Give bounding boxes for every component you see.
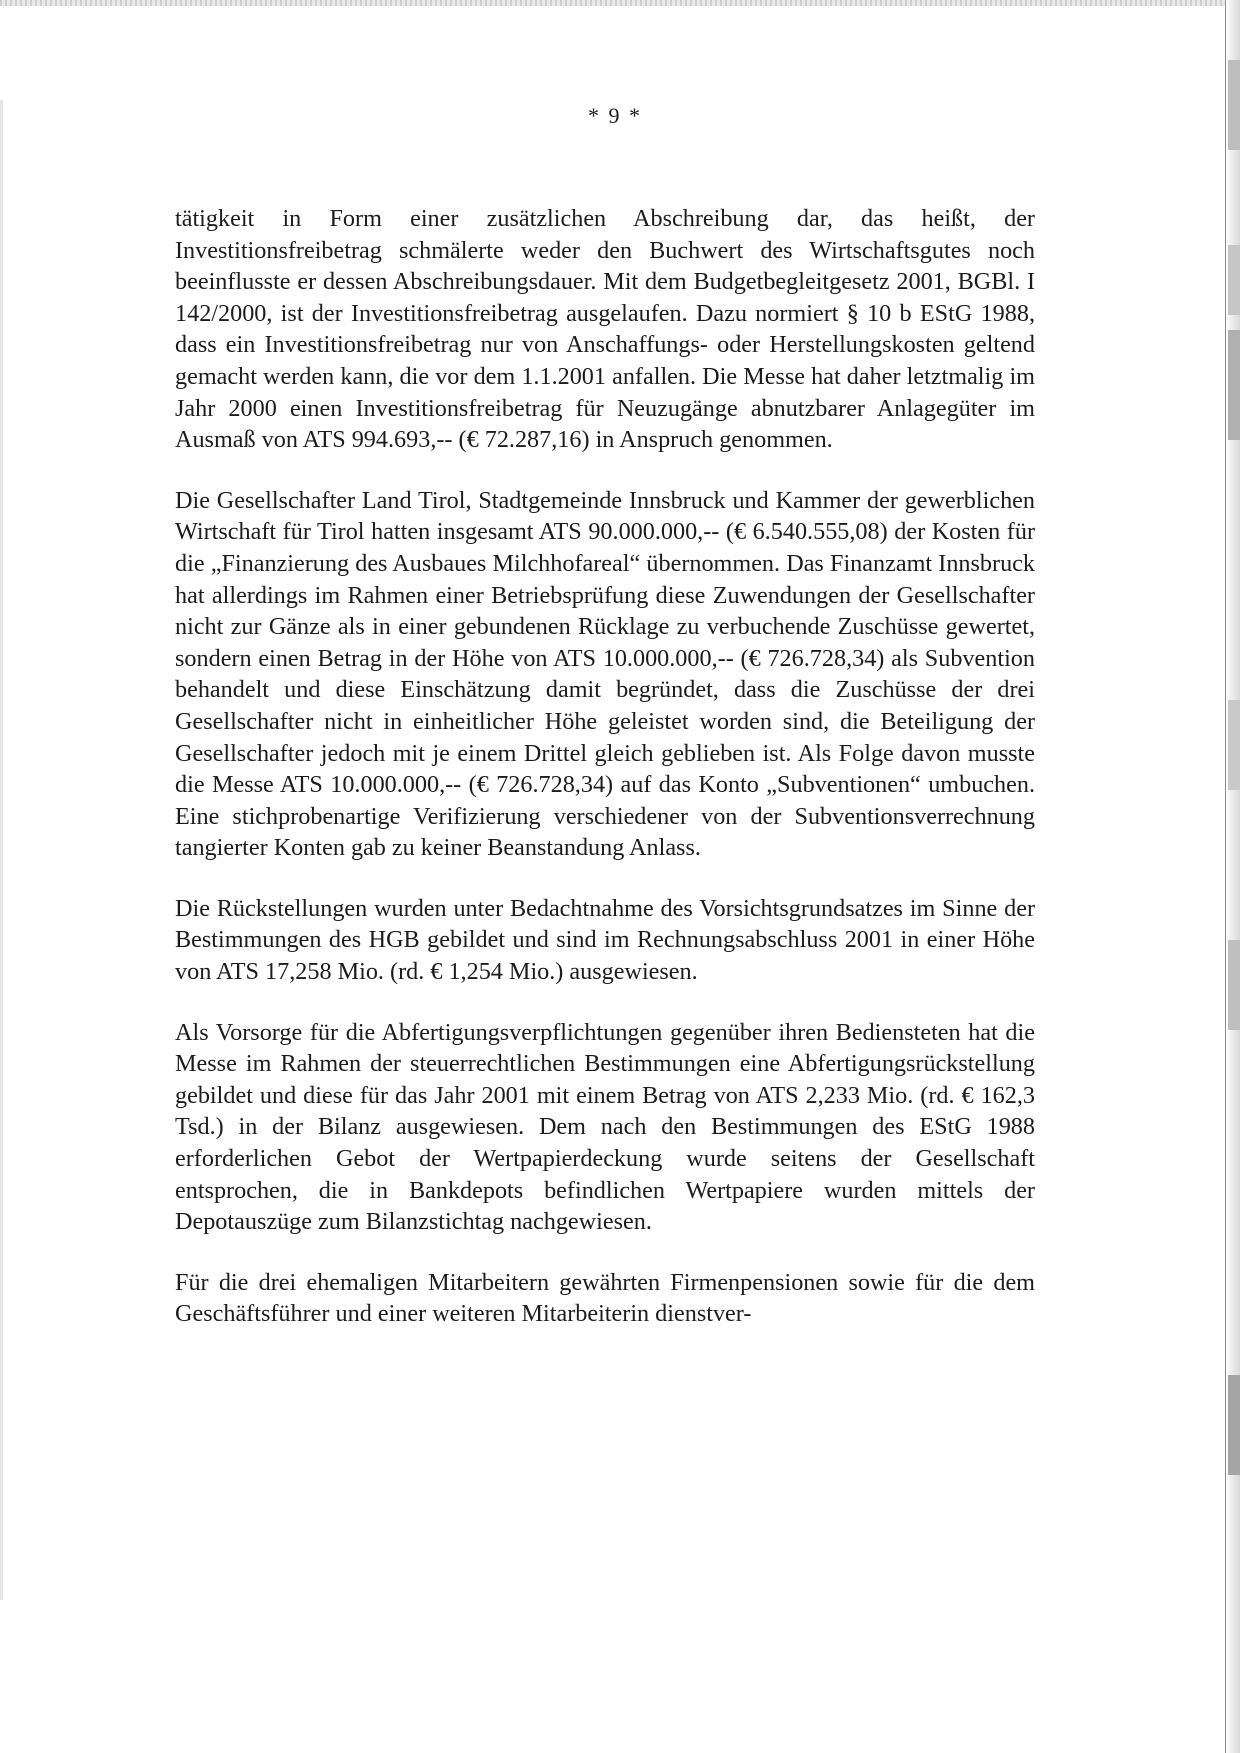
scan-edge-mark [1228, 700, 1240, 790]
paragraph-rueckstellungen: Die Rückstellungen wurden unter Bedachtnahme des Vorsichtsgrundsatzes im Sinne der Bestimmungen des HGB gebildet und sind im Rechnungsabschluss 2001 in einer Höhe von ATS 17,258 Mio. (rd. € 1,254 Mio.) ausgewiesen. [175, 894, 1035, 986]
document-body [175, 203, 1035, 1359]
paragraph-firmenpensionen: Für die drei ehemaligen Mitarbeitern gewährten Firmenpensionen sowie für die dem Geschäftsführer und einer weiteren Mitarbeiterin dienstver- [175, 1268, 1035, 1328]
paragraph-gesellschafter-zuschuesse: Die Gesellschafter Land Tirol, Stadtgemeinde Innsbruck und Kammer der gewerblichen Wirtschaft für Tirol hatten insgesamt ATS 90.000.000,-- (€ 6.540.555,08) der Kosten für die „Finanzierung des Ausbaues Milchhofareal“ übernommen. Das Finanzamt Innsbruck hat allerdings im Rahmen einer Betriebsprüfung diese Zuwendungen der Gesellschafter nicht zur Gänze als in einer gebundenen Rücklage zu verbuchende Zuschüsse gewertet, sondern einen Betrag in der Höhe von ATS 10.000.000,-- (€ 726.728,34) als Subvention behandelt und diese Einschätzung damit begründet, dass die Zuschüsse der drei Gesellschafter nicht in einheitlicher Höhe geleistet worden sind, die Beteiligung der Gesellschafter jedoch mit je einem Drittel gleich geblieben ist. Als Folge davon musste die Messe ATS 10.000.000,-- (€ 726.728,34) auf das Konto „Subventionen“ umbuchen. Eine stichprobenartige Verifizierung verschiedener von der Subventionsverrechnung tangierter Konten gab zu keiner Beanstandung Anlass. [175, 486, 1035, 862]
scan-edge-mark [1228, 245, 1240, 315]
scan-edge-mark [1228, 1375, 1240, 1475]
scan-right-edge [1225, 0, 1240, 1753]
scan-top-edge [0, 0, 1240, 6]
scan-left-edge [0, 100, 3, 1600]
scan-edge-mark [1228, 330, 1240, 440]
paragraph-investitionsfreibetrag: tätigkeit in Form einer zusätzlichen Abschreibung dar, das heißt, der Investitionsfreibetrag schmälerte weder den Buchwert des Wirtschaftsgutes noch beeinflusste er dessen Abschreibungsdauer. Mit dem Budgetbegleitgesetz 2001, BGBl. I 142/2000, ist der Investitionsfreibetrag ausgelaufen. Dazu normiert § 10 b EStG 1988, dass ein Investitionsfreibetrag nur von Anschaffungs- oder Herstellungskosten geltend gemacht werden kann, die vor dem 1.1.2001 anfallen. Die Messe hat daher letztmalig im Jahr 2000 einen Investitionsfreibetrag für Neuzugänge abnutzbarer Anlagegüter im Ausmaß von ATS 994.693,-- (€ 72.287,16) in Anspruch genommen. [175, 205, 1035, 454]
paragraph-abfertigungsrueckstellung: Als Vorsorge für die Abfertigungsverpflichtungen gegenüber ihren Bediensteten hat die Messe im Rahmen der steuerrechtlichen Bestimmungen eine Abfertigungsrückstellung gebildet und diese für das Jahr 2001 mit einem Betrag von ATS 2,233 Mio. (rd. € 162,3 Tsd.) in der Bilanz ausgewiesen. Dem nach den Bestimmungen des EStG 1988 erforderlichen Gebot der Wertpapierdeckung wurde seitens der Gesellschaft entsprochen, die in Bankdepots befindlichen Wertpapiere wurden mittels der Depotauszüge zum Bilanzstichtag nachgewiesen. [175, 1018, 1035, 1236]
scan-edge-mark [1228, 940, 1240, 1030]
page-number: * 9 * [588, 103, 642, 128]
